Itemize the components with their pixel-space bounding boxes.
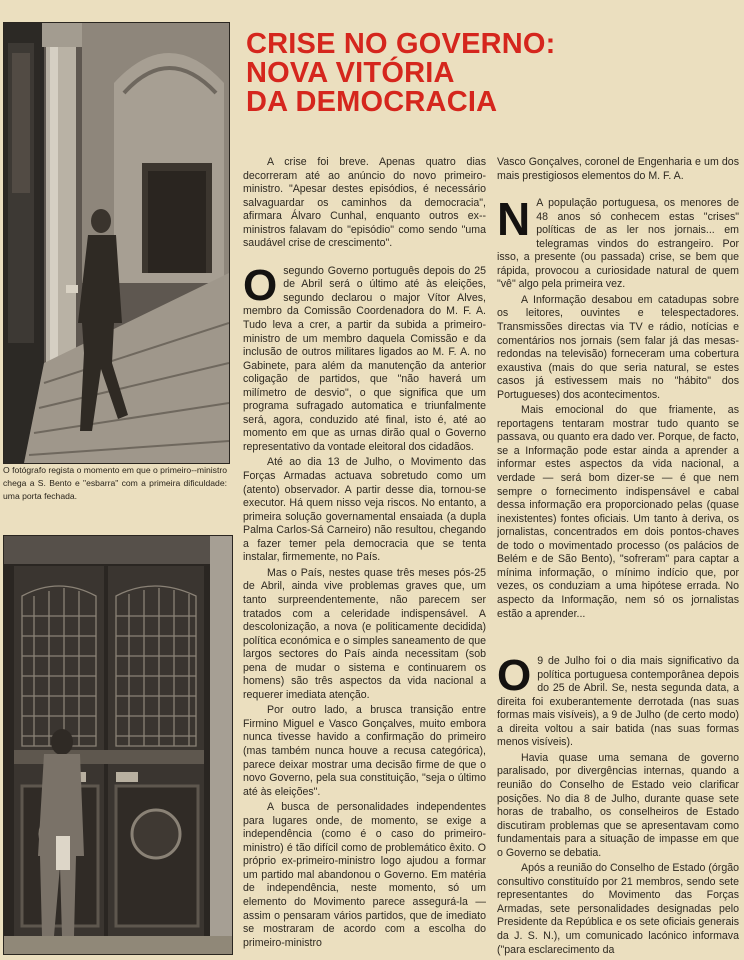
headline bbox=[246, 30, 576, 117]
section-2-paragraph-2: A Informação desabou em catadupas sobre os leitores, ouvintes e telespectadores. Transmissões directas via TV e rádio, notícias e comentários nos jornais (sem falar já das mesas-redondas na televisão) forneceram uma cobertura exaustiva (mais do que seria natural, se estes casos já estivessem mais no "hábito" dos Portugueses) dos acontecimentos. bbox=[497, 293, 739, 401]
article-column-right bbox=[497, 156, 739, 956]
section-1-paragraph-2: Até ao dia 13 de Julho, o Movimento das Forças Armadas actuava sobretudo como um (atento) observador. A partir desse dia, tornou-se executor. Há quem nisso veja riscos. No entanto, a primeira solução governamental ensaiada (a dupla Palma Carlos-Sá Carneiro) não resultou, chegando a fazer temer pela democracia que se tenta instalar, firmemente, no País. bbox=[243, 456, 486, 564]
dropcap-o-2: O bbox=[497, 651, 532, 701]
section-1-paragraph-4: Por outro lado, a brusca transição entre Firmino Miguel e Vasco Gonçalves, muito embora nunca tivesse havido a confirmação do primeiro (mas também nunca houve a recusa categórica), parece deixar mostrar uma decisão firme de que o novo Governo, pela sua constituição, "seja o último até às eleições". bbox=[243, 704, 486, 798]
dropcap-n: N bbox=[497, 193, 531, 246]
article-column-middle bbox=[243, 156, 486, 956]
section-2-paragraph-1: N A população portuguesa, os menores de 48 anos só conhecem estas "crises" políticas de as ler nos jornais... em telegramas vindos do estrangeiro. Por isso, a presente (ou passada) crise, se bem que rápida, provocou a curiosidade natural de quem "vê" algo pela primeira vez. bbox=[497, 193, 739, 291]
section-1-paragraph-5: A busca de personalidades independentes para lugares onde, de momento, se exige a independência (como é o caso do primeiro-ministro) é tão difícil como de problemático êxito. O próprio ex-primeiro-ministro logo ajudou a formar um partido mal abandonou o Governo. Em matéria de independência, neste momento, só um elemento do Movimento parece assegurá-la — assim o pensaram vários partidos, que de imediato se mostraram de acordo com a escolha do primeiro-ministro bbox=[243, 801, 486, 949]
headline-line-2: NOVA VITÓRIA bbox=[246, 57, 455, 89]
intro-paragraph: A crise foi breve. Apenas quatro dias decorreram até ao anúncio do novo primeiro-ministro. "Apesar destes episódios, é necessário salvaguardar os caminhos da democracia", afirmara Álvaro Cunhal, enquanto outros ex--ministros falavam do "episódio" como sendo "uma saudável crise de crescimento". bbox=[243, 156, 486, 250]
headline-line-1: CRISE NO GOVERNO: bbox=[246, 28, 556, 60]
section-3-paragraph-1: O 9 de Julho foi o dia mais significativo da política portuguesa contemporânea depois do 25 de Abril. Se, nesta segunda data, a direita foi exuberantemente derrotada (nas suas formas mais visíveis), a 9 de Julho (de certo modo) a direita voltou a sair batida (nas suas formas menos visíveis). bbox=[497, 651, 739, 749]
headline-line-3: DA DEMOCRACIA bbox=[246, 86, 498, 118]
section-3-paragraph-2: Havia quase uma semana de governo paralisado, por divergências internas, quando a reunião do Conselho de Estado veio clarificar posições. No dia 8 de Julho, durante quase sete horas de trabalho, os conselheiros de Estado discutiram problemas que se apresentavam como fundamentais para a situação de impasse em que o Governo se debatia. bbox=[497, 751, 739, 859]
section-2-paragraph-3: Mais emocional do que friamente, as reportagens tentaram mostrar tudo quanto se passava, ou quanto era dado ver. Porque, de facto, se a Informação pode estar ainda a aprender a informar estes aspectos da vida nacional, a verdade — será bom dizer-se — é que nem sempre o fornecimento indispensável e cabal dessa informação era proporcionado pelas (quase inexistentes) fontes oficiais. Um tanto à deriva, os jornalistas, concentrados em dois pontos-chaves de todo o movimentado processo (os palácios de Belém e de São Bento), "sofreram" para captar a mínima informação, o mínimo indício que, por vezes, os conduziam a uma hipótese errada. No aspecto da Informação, nem só os jornalistas estão a aprender... bbox=[497, 404, 739, 620]
photo-minister-arriving bbox=[3, 22, 230, 464]
dropcap-o: O bbox=[243, 260, 278, 310]
section-1-paragraph-1: Osegundo Governo português depois do 25 de Abril será o último até às eleições, segundo declarou o major Vítor Alves, membro da Comissão Coordenadora do M. F. A. Tudo leva a crer, a partir da subida a primeiro-ministro de um membro daquela Comissão e da inclusão de outros militares ligados ao M. F. A. no Gabinete, para além da manutenção da anterior coligação de partidos, que "não haverá um milímetro de desvio", o que significa que um programa sufragado automatica e triunfalmente será, agora, conduzido até final, isto é, até ao momento em que as urnas dirão qual o Governo representativo da vontade eleitoral dos cidadãos. bbox=[243, 260, 486, 453]
section-1-paragraph-3: Mas o País, nestes quase três meses pós-25 de Abril, ainda vive problemas graves que, um tanto surpreendentemente, não parecem ser tratados com a celeridade indispensável. A descolonização, a nova (e politicamente decidida) política económica e o simples saneamento de que largos sectores do País ainda necessitam (sob pena de mudar o sistema e continuarem os homens) são três aspectos da vida nacional a requerer imediata atenção. bbox=[243, 566, 486, 701]
photo-closed-door bbox=[3, 535, 233, 955]
photo-caption: O fotógrafo regista o momento em que o primeiro--ministro chega a S. Bento e "esbarra" com a primeira dificuldade: uma porta fechada. bbox=[3, 465, 228, 501]
continuation-paragraph: Vasco Gonçalves, coronel de Engenharia e um dos mais prestigiosos elementos do M. F. A. bbox=[497, 156, 739, 182]
section-3-paragraph-3: Após a reunião do Conselho de Estado (órgão consultivo constituído por 21 membros, sendo sete representantes do Movimento das Forças Armadas, sete personalidades designadas pelo Presidente da República e os sete oficiais generais da J. S. N.), um comunicado lacónico informava ("para esclarecimento da bbox=[497, 862, 739, 956]
